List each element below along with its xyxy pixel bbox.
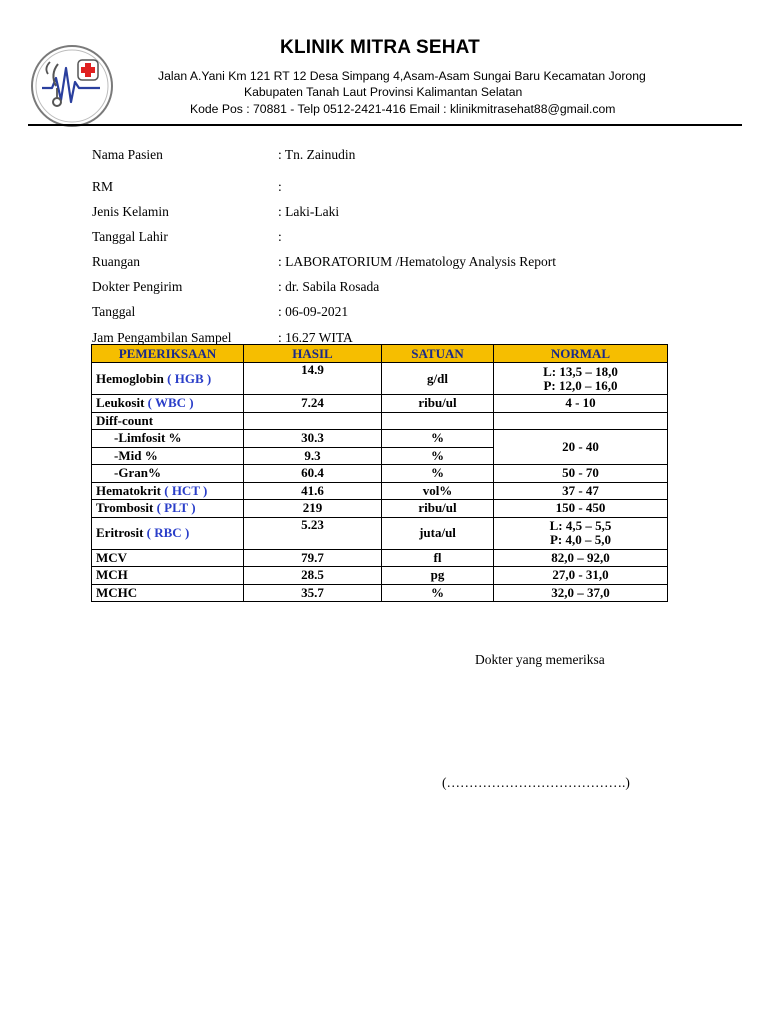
test-name: MCHC [92,584,244,602]
rm-value: : [278,179,282,194]
test-result: 35.7 [244,584,382,602]
birthdate-value: : [278,229,282,244]
test-normal [494,412,668,430]
test-code: ( HCT ) [164,482,208,498]
rm-label: RM [92,179,114,194]
signature-title: Dokter yang memeriksa [475,652,605,667]
address-line-2: Kabupaten Tanah Laut Provinsi Kalimantan Selatan [244,85,523,99]
patient-name-label: Nama Pasien [92,147,163,162]
table-row-diff [92,412,668,430]
test-unit [382,412,494,430]
test-code: ( PLT ) [156,500,196,516]
hematology-table [91,344,668,602]
table-row-gran [92,465,668,483]
test-name: Diff-count [92,412,244,430]
test-unit: ribu/ul [382,395,494,413]
room-label: Ruangan [92,254,140,269]
normal-female: P: 12,0 – 16,0 [543,377,618,393]
table-row-plt [92,500,668,518]
table-row-mcv [92,549,668,567]
table-header-row [92,345,668,363]
test-unit: pg [382,567,494,585]
test-name [92,500,244,518]
table-row-wbc [92,395,668,413]
test-name [92,482,244,500]
test-unit: ribu/ul [382,500,494,518]
test-unit: % [382,430,494,448]
test-code: ( WBC ) [147,395,194,411]
test-result: 14.9 [244,363,382,395]
test-name [92,517,244,549]
address-line-3: Kode Pos : 70881 - Telp 0512-2421-416 Email : klinikmitrasehat88@gmail.com [190,102,616,116]
test-normal: 4 - 10 [494,395,668,413]
test-unit: % [382,447,494,465]
test-normal [494,517,668,549]
test-normal: 82,0 – 92,0 [494,549,668,567]
test-result: 60.4 [244,465,382,483]
gender-label: Jenis Kelamin [92,204,169,219]
test-name [92,363,244,395]
test-name: MCV [92,549,244,567]
header-divider [28,124,742,126]
test-normal: 20 - 40 [494,430,668,465]
test-normal: 150 - 450 [494,500,668,518]
test-result: 28.5 [244,567,382,585]
test-name: MCH [92,567,244,585]
test-code: ( HGB ) [167,370,212,386]
referring-doctor-label: Dokter Pengirim [92,279,183,294]
gender-value: : Laki-Laki [278,204,340,219]
table-row-rbc [92,517,668,549]
normal-female: P: 4,0 – 5,0 [549,532,612,547]
sample-time-value: : 16.27 WITA [278,330,353,345]
test-normal: 37 - 47 [494,482,668,500]
test-name [92,395,244,413]
referring-doctor-value: : dr. Sabila Rosada [278,279,380,294]
test-result: 79.7 [244,549,382,567]
test-name: -Limfosit % [92,430,244,448]
test-name-text: Hemoglobin [96,370,164,386]
header-pemeriksaan: PEMERIKSAAN [92,345,244,363]
normal-male: L: 4,5 – 5,5 [549,518,612,533]
test-result: 30.3 [244,430,382,448]
date-value: : 06-09-2021 [278,304,349,319]
test-unit: % [382,465,494,483]
header-normal: NORMAL [494,345,668,363]
clinic-name: KLINIK MITRA SEHAT [280,37,480,58]
date-label: Tanggal [92,304,136,319]
table-row-hct [92,482,668,500]
room-value: : LABORATORIUM /Hematology Analysis Report [278,254,556,269]
address-line-1: Jalan A.Yani Km 121 RT 12 Desa Simpang 4,Asam-Asam Sungai Baru Kecamatan Jorong [158,69,646,83]
table-row-mchc [92,584,668,602]
test-unit: juta/ul [382,517,494,549]
table-row-mch [92,567,668,585]
test-normal: 27,0 - 31,0 [494,567,668,585]
test-name-text: Leukosit [96,395,145,411]
clinic-logo [30,44,114,128]
test-result: 219 [244,500,382,518]
test-normal: 32,0 – 37,0 [494,584,668,602]
patient-name-value: : Tn. Zainudin [278,147,356,162]
test-unit: vol% [382,482,494,500]
test-result [244,412,382,430]
table-row-hgb [92,363,668,395]
test-normal [494,363,668,395]
normal-male: L: 13,5 – 18,0 [543,363,618,379]
test-name-text: Trombosit [96,500,154,516]
test-result: 7.24 [244,395,382,413]
test-normal: 50 - 70 [494,465,668,483]
test-result: 9.3 [244,447,382,465]
header-hasil: HASIL [244,345,382,363]
sample-time-label: Jam Pengambilan Sampel [92,330,232,345]
table-row-limfosit [92,430,668,448]
test-name-text: Eritrosit [96,525,144,540]
test-result: 5.23 [244,517,382,549]
header-satuan: SATUAN [382,345,494,363]
birthdate-label: Tanggal Lahir [92,229,168,244]
test-code: ( RBC ) [146,525,190,540]
test-unit: % [382,584,494,602]
test-name: -Gran% [92,465,244,483]
signature-placeholder: (………………………………….) [442,775,630,790]
test-unit: fl [382,549,494,567]
test-name-text: Hematokrit [96,482,161,498]
test-name: -Mid % [92,447,244,465]
test-result: 41.6 [244,482,382,500]
test-unit: g/dl [382,363,494,395]
